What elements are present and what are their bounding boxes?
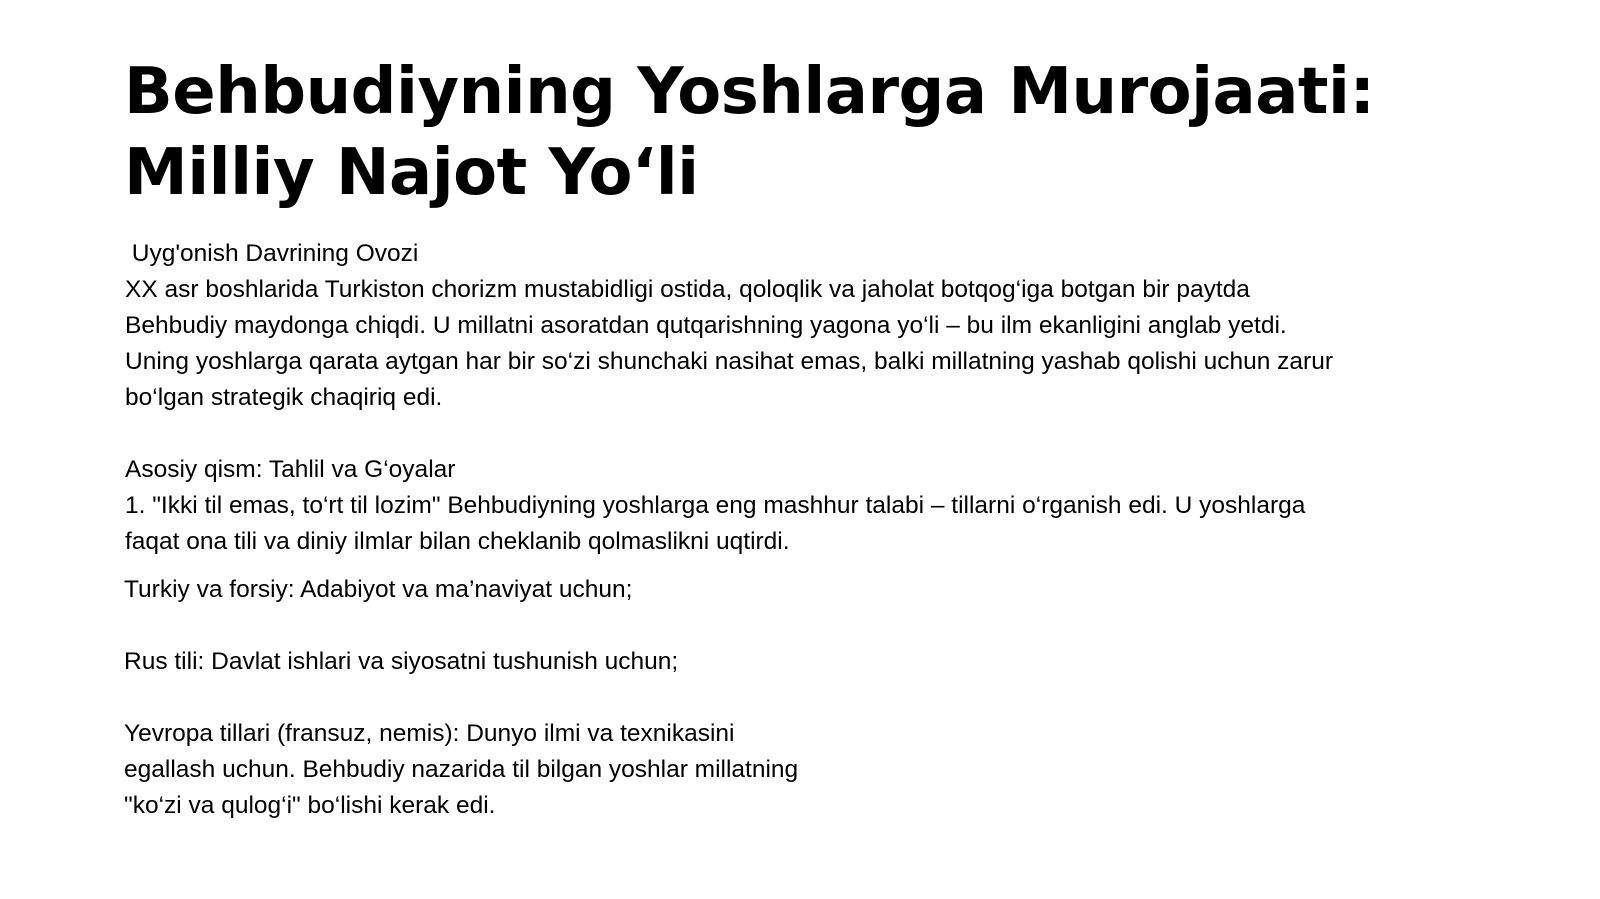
intro-line: XX asr boshlarida Turkiston chorizm mustabidligi ostida, qoloqlik va jaholat botqog‘iga botgan bir paytda — [125, 276, 1250, 303]
language-item-european-line: "ko‘zi va qulog‘i" bo‘lishi kerak edi. — [124, 792, 496, 819]
list-spacer — [124, 608, 1024, 644]
languages-list — [124, 572, 1024, 824]
slide-body-text — [125, 236, 1505, 560]
slide-title-line-1: Behbudiyning Yoshlarga Murojaati: — [124, 55, 1375, 129]
paragraph-spacer — [125, 416, 1505, 452]
main-line: faqat ona tili va diniy ilmlar bilan cheklanib qolmaslikni uqtirdi. — [125, 528, 790, 555]
slide-title — [124, 52, 1524, 214]
list-spacer — [124, 680, 1024, 716]
main-paragraph — [125, 452, 1505, 560]
language-item-european-line: Yevropa tillari (fransuz, nemis): Dunyo ilmi va texnikasini — [124, 720, 735, 747]
main-heading: Asosiy qism: Tahlil va G‘oyalar — [125, 456, 456, 483]
intro-line: Behbudiy maydonga chiqdi. U millatni asoratdan qutqarishning yagona yo‘li – bu ilm ekanligini anglab yetdi. — [125, 312, 1287, 339]
language-item-turkic-persian: Turkiy va forsiy: Adabiyot va ma’naviyat uchun; — [124, 576, 633, 603]
slide-title-line-2: Milliy Najot Yo‘li — [124, 136, 699, 210]
language-item-russian: Rus tili: Davlat ishlari va siyosatni tushunish uchun; — [124, 648, 679, 675]
main-line: 1. "Ikki til emas, to‘rt til lozim" Behbudiyning yoshlarga eng mashhur talabi – tillarni o‘rganish edi. U yoshlarga — [125, 492, 1306, 519]
intro-paragraph — [125, 236, 1505, 416]
intro-heading: Uyg'onish Davrining Ovozi — [125, 240, 419, 267]
intro-line: bo‘lgan strategik chaqiriq edi. — [125, 384, 443, 411]
intro-line: Uning yoshlarga qarata aytgan har bir so‘zi shunchaki nasihat emas, balki millatning yashab qolishi uchun zarur — [125, 348, 1333, 375]
language-item-european-line: egallash uchun. Behbudiy nazarida til bilgan yoshlar millatning — [124, 756, 799, 783]
